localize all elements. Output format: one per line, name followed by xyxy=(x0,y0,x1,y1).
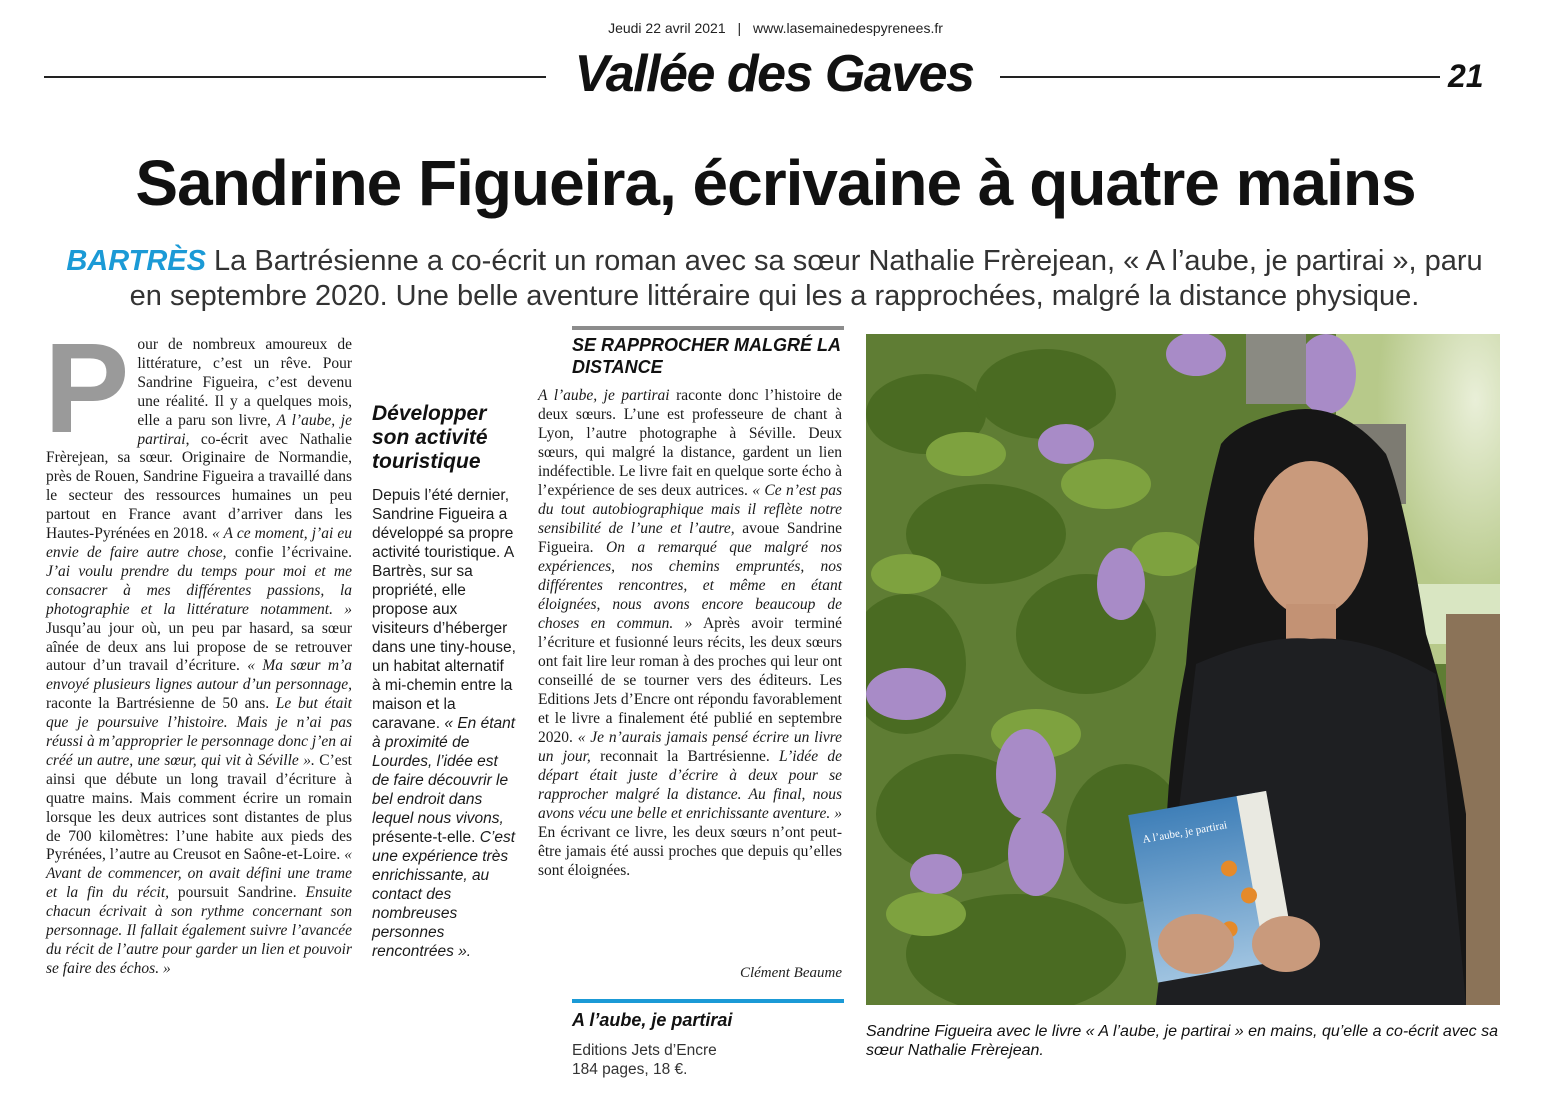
article-column-3 xyxy=(538,386,842,880)
section-title: Vallée des Gaves xyxy=(574,45,974,103)
quote: C’est une expérience très enrichissante, au contact des nombreuses personnes rencontrées ». xyxy=(372,829,516,960)
quote: J’ai voulu prendre du temps pour moi et me consacrer à mes différentes passions, la photographie et la littérature notamment. » xyxy=(46,562,352,618)
article-column-1 xyxy=(44,317,353,979)
subheading: SE RAPPROCHER MALGRÉ LA DISTANCE xyxy=(572,335,841,377)
standfirst-text: La Bartrésienne a co-écrit un roman avec sa sœur Nathalie Frèrejean, « A l’aube, je partirai », paru en septembre 2020. Une belle aventure littéraire qui les a rapprochées, malgré la distance physique. xyxy=(129,245,1483,312)
book-title-mention: A l’aube, je partirai xyxy=(137,411,352,448)
quote: « Je n’aurais jamais pensé écrire un livre un jour, xyxy=(538,729,843,765)
quote: « Avant de commencer, on avait défini une trame et la fin du récit, xyxy=(46,846,352,902)
kicker-location: BARTRÈS xyxy=(66,245,206,277)
quote: Ensuite chacun écrivait à son rythme concernant son personnage. Il fallait également suivre l’avancée du récit de l’autre pour garder un lien et pouvoir se faire des échos. » xyxy=(46,884,353,977)
quote: « En étant à proximité de Lourdes, l’idée est de faire découvrir le bel endroit dans lequel nous vivons, xyxy=(372,715,516,827)
author-signature: Clément Beaume xyxy=(739,965,842,981)
column-3-paragraph: A l’aube, je partirai raconte donc l’histoire de deux sœurs. L’une est professeure de chant à Lyon, l’autre photographe à Séville. Deux sœurs, qui malgré la distance, gardent un lien indéfectible. Le livre fait en quelque sorte écho à l’expérience de ses deux autrices. « Ce n’est pas du tout autobiographique mais il reflète notre sensibilité de l’une et l’autre, avoue Sandrine Figueira. On a remarqué que malgré nos expériences, nos chemins empruntés, nos différentes rencontres, et même en étant éloignées, nous avons encore beaucoup de choses en commun. » Après avoir terminé l’écriture et fusionné leurs récits, les deux sœurs ont fait lire leur roman à des proches qui leur ont conseillé de se tourner vers des éditeurs. Les Editions Jets d’Encre ont répondu favorablement et le livre a finalement été publié en septembre 2020. « Je n’aurais jamais pensé écrire un livre un jour, reconnait la Bartrésienne. L’idée de départ était juste d’écrire à deux pour se rapprocher malgré la distance. Au final, nous avons vécu une belle et enrichissante aventure. » En écrivant ce livre, les deux sœurs n’ont peut-être jamais été aussi proches que depuis qu’elles sont éloignées. xyxy=(538,387,843,879)
book-box-rule xyxy=(572,999,844,1003)
quote: « Ma sœur m’a envoyé plusieurs lignes autour d’un personnage, xyxy=(46,657,352,694)
quote: « Ce n’est pas du tout autobiographique mais il reflète notre sensibilité de l’une et l’autre, xyxy=(538,482,842,537)
header-rule-right xyxy=(1000,76,1440,78)
drop-cap: P xyxy=(44,317,130,460)
column-2-paragraph: Depuis l’été dernier, Sandrine Figueira a développé sa propre activité touristique. A Bartrès, sur sa propriété, elle propose aux visiteurs d’héberger dans une tiny-house, un habitat alternatif à mi-chemin entre la maison et la caravane. « En étant à proximité de Lourdes, l’idée est de faire découvrir le bel endroit dans lequel nous vivons, présente-t-elle. C’est une expérience très enrichissante, au contact des nombreuses personnes rencontrées ». xyxy=(372,487,516,960)
quote: Le but était que je poursuive l’histoire. Mais je n’ai pas réussi à m’approprier le personnage donc j’en ai créé un autre, une sœur, qui vit à Séville ». xyxy=(46,695,352,769)
article-column-2 xyxy=(372,486,516,961)
book-cover-title: A l’aube, je partirai xyxy=(1141,819,1229,846)
photo-illustration xyxy=(866,334,1500,1005)
quote: L’idée de départ était juste d’écrire à deux pour se rapprocher malgré la distance. Au final, nous avons vécu une belle et enrichissante aventure. » xyxy=(538,748,842,822)
website-link[interactable]: www.lasemainedespyrenees.fr xyxy=(753,20,943,36)
book-box-publisher: Editions Jets d’Encre xyxy=(572,1042,717,1059)
dateline xyxy=(0,20,1551,36)
book-box-details: 184 pages, 18 €. xyxy=(572,1061,688,1078)
photo-caption: Sandrine Figueira avec le livre « A l’aube, je partirai » en mains, qu’elle a co-écrit avec sa sœur Nathalie Frèrejean. xyxy=(866,1023,1499,1059)
column-1-paragraph: Pour de nombreux amoureux de littérature, c’est un rêve. Pour Sandrine Figueira, c’est devenu une réalité. Il y a quelques mois, elle a paru son livre, A l’aube, je partirai, co-écrit avec Nathalie Frèrejean, sa sœur. Originaire de Normandie, près de Rouen, Sandrine Figueira a travaillé dans le secteur des ressources humaines un peu partout en France avant d’arriver dans les Hautes-Pyrénées en 2018. « A ce moment, j’ai eu envie de faire autre chose, confie l’écrivaine. J’ai voulu prendre du temps pour moi et me consacrer à mes différentes passions, la photographie et la littérature notamment. » Jusqu’au jour où, un peu par hasard, sa sœur aînée de deux ans lui propose de se retrouver autour d’un travail d’écriture. « Ma sœur m’a envoyé plusieurs lignes autour d’un personnage, raconte la Bartrésienne de 50 ans. Le but était que je poursuive l’histoire. Mais je n’ai pas réussi à m’approprier le personnage donc j’en ai créé un autre, une sœur, qui vit à Séville ». C’est ainsi que débute un long travail d’écriture à quatre mains. Mais comment écrire un romain lorsque les deux autrices sont distantes de plus de 700 kilomètres: l’une habite aux pieds des Pyrénées, l’autre au Creusot en Saône-et-Loire. « Avant de commencer, on avait défini une trame et la fin du récit, poursuit Sandrine. Ensuite chacun écrivait à son rythme concernant son personnage. Il fallait également suivre l’avancée du récit de l’autre pour garder un lien et pouvoir se faire des échos. » xyxy=(44,317,353,977)
book-title-mention: A l’aube, je partirai xyxy=(538,387,670,404)
face xyxy=(1254,461,1368,617)
hands xyxy=(1252,916,1320,972)
quote: On a remarqué que malgré nos expériences, nos chemins empruntés, nos différentes rencontres, et même en étant éloignées, nous avons encore beaucoup de choses en commun. » xyxy=(538,539,843,632)
headline: Sandrine Figueira, écrivaine à quatre mains xyxy=(135,147,1416,219)
hands xyxy=(1158,914,1234,974)
birdhouse xyxy=(1246,334,1306,404)
neck xyxy=(1286,604,1336,644)
standfirst xyxy=(62,244,1487,314)
sidebar-heading: Développer son activité touristique xyxy=(372,402,488,473)
book-box-title: A l’aube, je partirai xyxy=(572,1010,733,1030)
subheading-rule xyxy=(572,326,844,330)
article-photo xyxy=(866,334,1500,1005)
quote: « A ce moment, j’ai eu envie de faire autre chose, xyxy=(46,525,352,561)
dateline-separator: | xyxy=(737,20,742,36)
issue-date: Jeudi 22 avril 2021 xyxy=(608,20,726,36)
page-number: 21 xyxy=(1448,58,1484,94)
header-rule-left xyxy=(44,76,546,78)
